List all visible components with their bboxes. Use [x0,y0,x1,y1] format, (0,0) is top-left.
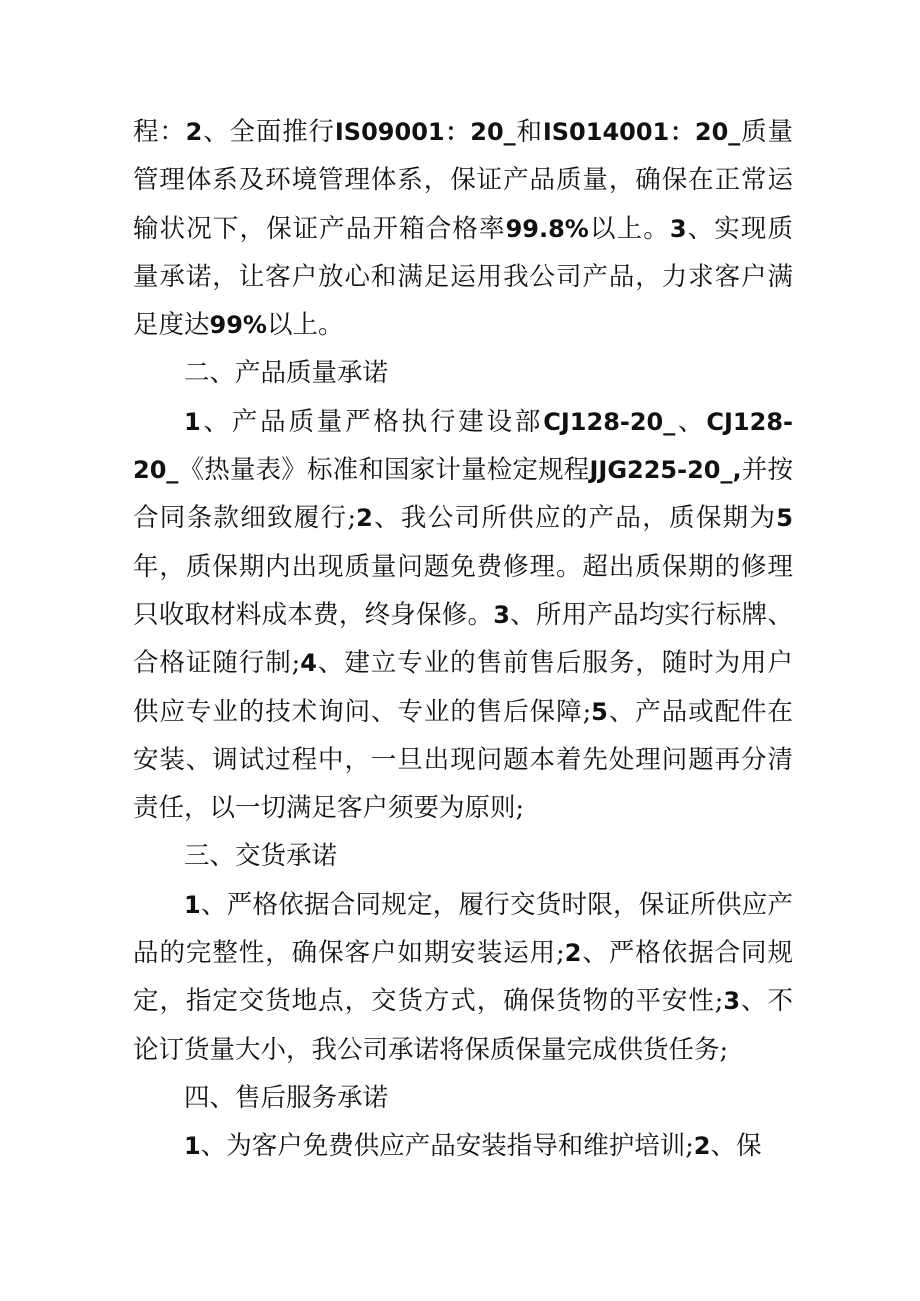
bold-run: IS014001：20_ [542,118,741,146]
text-run: 以上。 [588,213,670,244]
text-run: 、保 [710,1131,762,1162]
paragraph-delivery [133,881,793,1074]
bold-run: 3 [669,214,687,243]
text-run: 程： [133,117,186,147]
document-body [133,108,793,1171]
bold-run: 3 [723,987,741,1016]
text-run: 、所用产品均实行标牌、合格证随行制; [133,599,793,679]
bold-run: 99.8% [505,214,589,243]
bold-run: 4 [300,649,317,678]
text-run: 四、售后服务承诺 [184,1082,389,1113]
text-run: 《热量表》标准和国家计量检定规程 [178,455,590,486]
bold-run: 1 [184,407,201,436]
bold-run: 1 [184,890,201,919]
paragraph-after-sales [133,1122,793,1170]
text-run: 、建立专业的售前售后服务，随时为用户供应专业的技术询问、专业的售后保障; [133,648,793,727]
text-run: 、实现质量承诺，让客户放心和满足运用我公司产品，力求客户满足度达 [133,213,793,341]
text-run: 和 [515,117,543,147]
bold-run: 2 [564,939,582,968]
bold-run: CJ128-20_ [543,407,676,436]
heading-after-sales-commitment [133,1074,793,1122]
bold-run: 2 [356,504,373,533]
bold-run: CJ128-20_ [133,407,793,485]
text-run: 并按合同条款细致履行; [133,455,793,534]
bold-run: 5 [591,697,608,726]
text-run: 质量管理体系及环境管理体系，保证产品质量，确保在正常运输状况下，保证产品开箱合格率 [133,117,793,244]
text-run: 、严格依据合同规定，指定交货地点，交货方式，确保货物的平安性; [133,938,793,1017]
bold-run: 5 [776,504,793,533]
bold-run: 1 [184,1132,201,1161]
text-run: 、全面推行 [202,117,335,147]
text-run: 三、交货承诺 [184,841,338,872]
paragraph-quality-policy [133,108,793,349]
text-run: 二、产品质量承诺 [184,358,389,389]
text-run: 、为客户免费供应产品安装指导和维护培训; [200,1131,694,1162]
text-run: 、我公司所供应的产品，质保期为 [372,503,777,534]
bold-run: 99% [209,311,267,340]
text-run: 年，质保期内出现质量问题免费修理。超出质保期的修理只收取材料成本费，终身保修。 [133,551,793,630]
bold-run: JJG225-20_, [589,456,742,485]
text-run: 、产品质量严格执行建设部 [200,406,544,437]
text-run: 、不论订货量大小，我公司承诺将保质保量完成供货任务; [133,986,793,1065]
heading-delivery-commitment [133,832,793,880]
text-run: 以上。 [266,310,344,341]
bold-run: IS09001：20_ [334,118,516,146]
heading-product-quality-commitment [133,349,793,397]
text-run: 、严格依据合同规定，履行交货时限，保证所供应产品的完整性，确保客户如期安装运用; [133,889,793,969]
bold-run: 3 [493,600,510,629]
paragraph-product-quality [133,398,793,833]
bold-run: 2 [185,118,203,146]
text-run: 、 [675,406,707,437]
bold-run: 2 [693,1132,711,1161]
text-run: 、产品或配件在安装、调试过程中，一旦出现问题本着先处理问题再分清责任，以一切满足客户须要为原则; [133,696,793,824]
